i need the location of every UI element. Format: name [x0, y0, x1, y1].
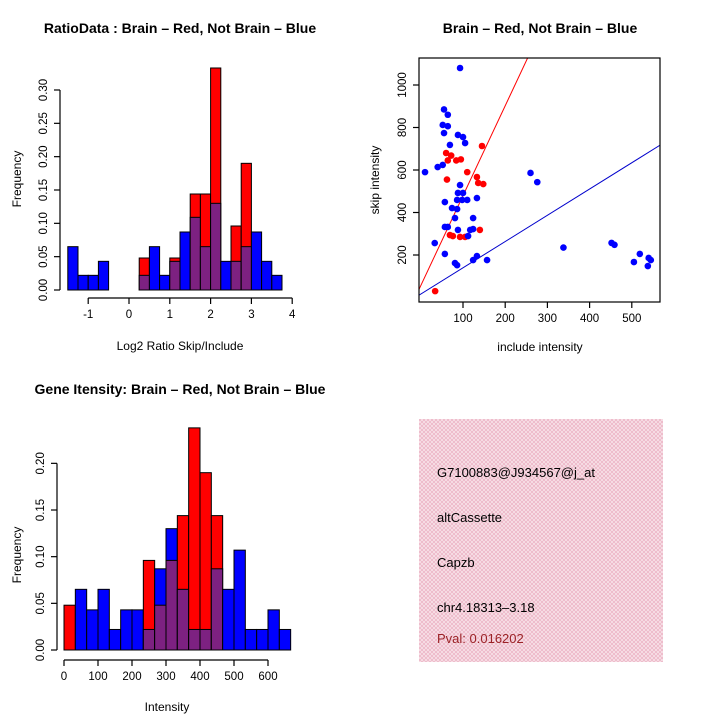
overlap-histogram-bar [190, 217, 200, 290]
notbrain-point [457, 182, 464, 189]
notbrain-point [462, 140, 469, 147]
x-tick-label: 0 [125, 309, 133, 321]
overlap-histogram-bar [155, 605, 166, 650]
x-tick-label: 400 [580, 313, 600, 325]
blue-histogram-bar [98, 261, 108, 290]
notbrain-point [631, 259, 638, 266]
notbrain-point [455, 227, 462, 234]
scatter-xlabel: include intensity [497, 340, 583, 354]
y-tick-label: 0.00 [35, 638, 47, 662]
notbrain-point [647, 257, 654, 264]
ratio-histogram-xlabel: Log2 Ratio Skip/Include [116, 339, 244, 353]
intensity-histogram-title: Gene Itensity: Brain – Red, Not Brain – Blue [34, 381, 326, 397]
y-tick-label: 400 [397, 202, 409, 223]
locus-text: chr4.18313–3.18 [437, 600, 535, 615]
red-histogram-bar [189, 428, 200, 650]
y-tick-label: 0.25 [38, 112, 50, 135]
blue-histogram-bar [180, 232, 190, 290]
probe-id-text: G7100883@J934567@j_at [437, 465, 595, 480]
y-tick-label: 1000 [397, 72, 409, 98]
blue-histogram-bar [88, 275, 98, 290]
brain-point [479, 143, 486, 150]
notbrain-point [465, 233, 472, 240]
fit-lines-group [419, 56, 660, 295]
y-tick-label: 0.30 [38, 78, 50, 102]
y-tick-label: 0.20 [35, 452, 47, 475]
overlap-histogram-bar [177, 589, 188, 650]
brain-point [480, 181, 487, 188]
scatter-ylabel: skip intensity [368, 145, 382, 215]
brain-fit-line [419, 56, 529, 290]
overlap-histogram-bar [231, 261, 241, 290]
overlap-histogram-bar [241, 247, 251, 290]
intensity-histogram-ylabel: Frequency [10, 526, 24, 584]
brain-point [464, 169, 471, 176]
brain-point [445, 157, 452, 164]
y-tick-label: 0.00 [38, 278, 50, 302]
ratio-histogram-panel [0, 0, 360, 360]
blue-histogram-bar [68, 247, 78, 290]
notbrain-point [470, 257, 477, 264]
ratio-histogram-title: RatioData : Brain – Red, Not Brain – Blue [43, 20, 317, 36]
blue-histogram-bar [257, 629, 268, 650]
brain-point [477, 227, 484, 234]
blue-histogram-bar [98, 589, 109, 650]
blue-histogram-bar [221, 261, 231, 290]
notbrain-point [442, 251, 449, 258]
notbrain-point [431, 240, 438, 247]
y-tick-label: 0.10 [38, 212, 50, 235]
x-tick-label: -1 [83, 309, 94, 321]
y-tick-label: 600 [397, 160, 409, 180]
notbrain-point [527, 170, 534, 177]
x-tick-label: 100 [453, 313, 473, 325]
notbrain-point [534, 179, 541, 186]
blue-histogram-bar [160, 275, 170, 290]
blue-histogram-bar [87, 610, 98, 650]
notbrain-point [470, 215, 477, 222]
x-tick-label: 500 [622, 313, 642, 325]
overlap-histogram-bar [200, 629, 211, 650]
brain-point [444, 176, 451, 183]
overlap-histogram-bar [166, 560, 177, 650]
overlap-histogram-bar [189, 629, 200, 650]
notbrain-point [445, 111, 452, 118]
x-tick-label: 300 [156, 671, 176, 683]
brain-point [450, 233, 457, 240]
blue-histogram-bar [121, 610, 132, 650]
y-tick-label: 0.10 [35, 545, 47, 568]
x-tick-label: 400 [190, 671, 210, 683]
x-tick-label: 200 [495, 313, 515, 325]
notbrain-point [645, 263, 652, 270]
notbrain-point [445, 224, 452, 231]
x-tick-label: 200 [122, 671, 142, 683]
x-tick-label: 0 [60, 671, 68, 683]
brain-point [458, 156, 465, 163]
blue-histogram-bar [272, 275, 282, 290]
notbrain-point [447, 142, 454, 149]
blue-histogram-bar [75, 589, 86, 650]
notbrain-point [441, 106, 448, 113]
notbrain-point [454, 262, 461, 269]
blue-histogram-bar [268, 610, 279, 650]
y-tick-label: 800 [397, 117, 409, 138]
gene-info-panel [419, 419, 663, 662]
blue-histogram-bar [78, 275, 88, 290]
x-tick-label: 1 [166, 309, 174, 321]
y-tick-label: 0.15 [38, 178, 50, 202]
blue-histogram-bar [223, 589, 234, 650]
overlap-histogram-bar [211, 203, 221, 290]
y-tick-label: 0.15 [35, 498, 47, 522]
notbrain-point [439, 162, 446, 169]
notbrain-point [442, 199, 449, 206]
notbrain-point [464, 197, 471, 204]
x-tick-label: 300 [537, 313, 557, 325]
x-tick-label: 3 [248, 309, 255, 321]
intensity-histogram-panel [0, 360, 360, 720]
red-histogram-bar [64, 605, 75, 650]
overlap-histogram-bar [200, 247, 210, 290]
notbrain-point [422, 169, 429, 176]
x-tick-label: 2 [207, 309, 214, 321]
red-histogram-bar [200, 473, 211, 650]
brain-point [432, 288, 439, 295]
overlap-histogram-bar [211, 569, 222, 650]
notbrain-point [474, 195, 481, 202]
blue-histogram-bar [109, 629, 120, 650]
blue-histogram-bar [132, 610, 143, 650]
scatter-title: Brain – Red, Not Brain – Blue [442, 20, 638, 36]
brain-point [474, 174, 481, 181]
y-tick-label: 200 [397, 245, 409, 265]
overlap-histogram-bar [139, 275, 149, 290]
x-tick-label: 4 [288, 309, 296, 321]
notbrain-point [452, 215, 459, 222]
blue-histogram-bar [149, 247, 159, 290]
y-tick-label: 0.05 [38, 245, 50, 268]
splice-type-text: altCassette [437, 510, 503, 525]
notbrain-point [611, 242, 618, 249]
notbrain-point [484, 257, 491, 264]
overlap-histogram-bar [143, 629, 154, 650]
blue-histogram-bar [234, 550, 245, 650]
notbrain-point [560, 244, 567, 251]
notbrain-point [460, 134, 467, 141]
notbrain-point [445, 123, 452, 130]
blue-histogram-bar [251, 232, 261, 290]
notbrain-point [460, 190, 467, 197]
gene-symbol-text: Capzb [437, 555, 475, 570]
blue-histogram-bar [245, 629, 256, 650]
x-tick-label: 600 [258, 671, 278, 683]
notbrain-point [637, 251, 644, 258]
notbrain-point [454, 206, 461, 213]
blue-histogram-bar [279, 629, 290, 650]
scatter-panel [360, 0, 720, 360]
notbrain-point [457, 65, 464, 72]
x-tick-label: 500 [224, 671, 244, 683]
ratio-histogram-ylabel: Frequency [10, 150, 24, 208]
intensity-histogram-xlabel: Intensity [144, 700, 190, 714]
overlap-histogram-bar [170, 261, 180, 290]
notbrain-point [441, 130, 448, 137]
notbrain-point [470, 226, 477, 233]
x-tick-label: 100 [88, 671, 108, 683]
pval-text: Pval: 0.016202 [437, 631, 524, 646]
y-tick-label: 0.20 [38, 145, 50, 168]
blue-histogram-bar [262, 261, 272, 290]
y-tick-label: 0.05 [35, 592, 47, 615]
